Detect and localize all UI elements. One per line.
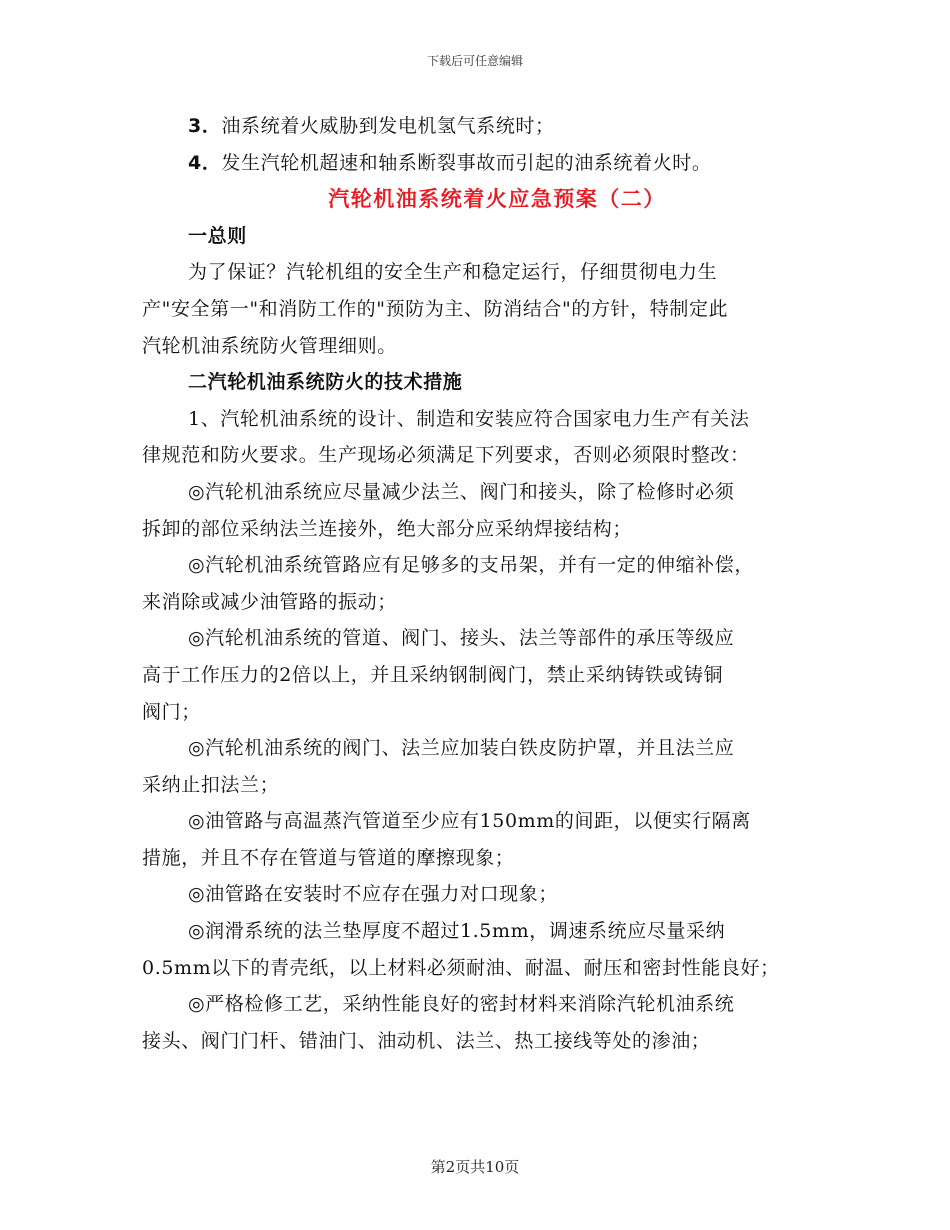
bullet-line: ◎润滑系统的法兰垫厚度不超过1.5mm，调速系统应尽量采纳 (188, 920, 726, 943)
paragraph-line: 为了保证？汽轮机组的安全生产和稳定运行，仔细贯彻电力生 (188, 261, 718, 284)
paragraph-line: 产"安全第一"和消防工作的"预防为主、防消结合"的方针，特制定此 (142, 297, 729, 320)
document-title: 汽轮机油系统着火应急预案（二） (328, 187, 666, 212)
page-header-note: 下载后可任意编辑 (426, 54, 523, 68)
list-text: 发生汽轮机超速和轴系断裂事故而引起的油系统着火时。 (221, 151, 712, 174)
bullet-line: 0.5mm以下的青壳纸，以上材料必须耐油、耐温、耐压和密封性能良好； (142, 956, 780, 979)
bullet-line: 拆卸的部位采纳法兰连接外，绝大部分应采纳焊接结构； (142, 517, 633, 540)
bullet-line: 阀门； (142, 700, 201, 723)
page-footer-number: 第2页共10页 (430, 1158, 520, 1176)
bullet-line: ◎汽轮机油系统管路应有足够多的支吊架，并有一定的伸缩补偿， (188, 554, 754, 577)
list-number: 4． (188, 151, 222, 174)
section-heading-general: 一总则 (188, 224, 247, 247)
bullet-line: 来消除或减少油管路的振动； (142, 590, 397, 613)
paragraph-line: 汽轮机油系统防火管理细则。 (142, 334, 397, 357)
bullet-line: 接头、阀门门杆、错油门、油动机、法兰、热工接线等处的渗油； (142, 1029, 711, 1052)
bullet-line: ◎严格检修工艺，采纳性能良好的密封材料来消除汽轮机油系统 (188, 993, 735, 1016)
paragraph-line: 1、汽轮机油系统的设计、制造和安装应符合国家电力生产有关法 (188, 407, 750, 430)
bullet-line: ◎汽轮机油系统的管道、阀门、接头、法兰等部件的承压等级应 (188, 627, 735, 650)
list-item-4 (142, 145, 832, 182)
bullet-line: ◎汽轮机油系统应尽量减少法兰、阀门和接头，除了检修时必须 (188, 480, 735, 503)
list-text: 油系统着火威胁到发电机氢气系统时； (221, 115, 555, 137)
paragraph-line: 律规范和防火要求。生产现场必须满足下列要求，否则必须限时整改： (142, 444, 750, 467)
bullet-line: 措施，并且不存在管道与管道的摩擦现象； (142, 846, 515, 869)
bullet-line: ◎汽轮机油系统的阀门、法兰应加装白铁皮防护罩，并且法兰应 (188, 737, 735, 760)
document-body (142, 108, 832, 1059)
bullet-line: 采纳止扣法兰； (142, 773, 280, 796)
bullet-line: 高于工作压力的2倍以上，并且采纳钢制阀门，禁止采纳铸铁或铸铜 (142, 663, 724, 686)
list-item-3 (142, 108, 832, 145)
list-number: 3． (188, 115, 222, 137)
bullet-line: ◎油管路与高温蒸汽管道至少应有150mm的间距，以便实行隔离 (188, 810, 751, 833)
section-heading-measures: 二汽轮机油系统防火的技术措施 (188, 371, 463, 394)
bullet-line: ◎油管路在安装时不应存在强力对口现象； (188, 883, 558, 906)
